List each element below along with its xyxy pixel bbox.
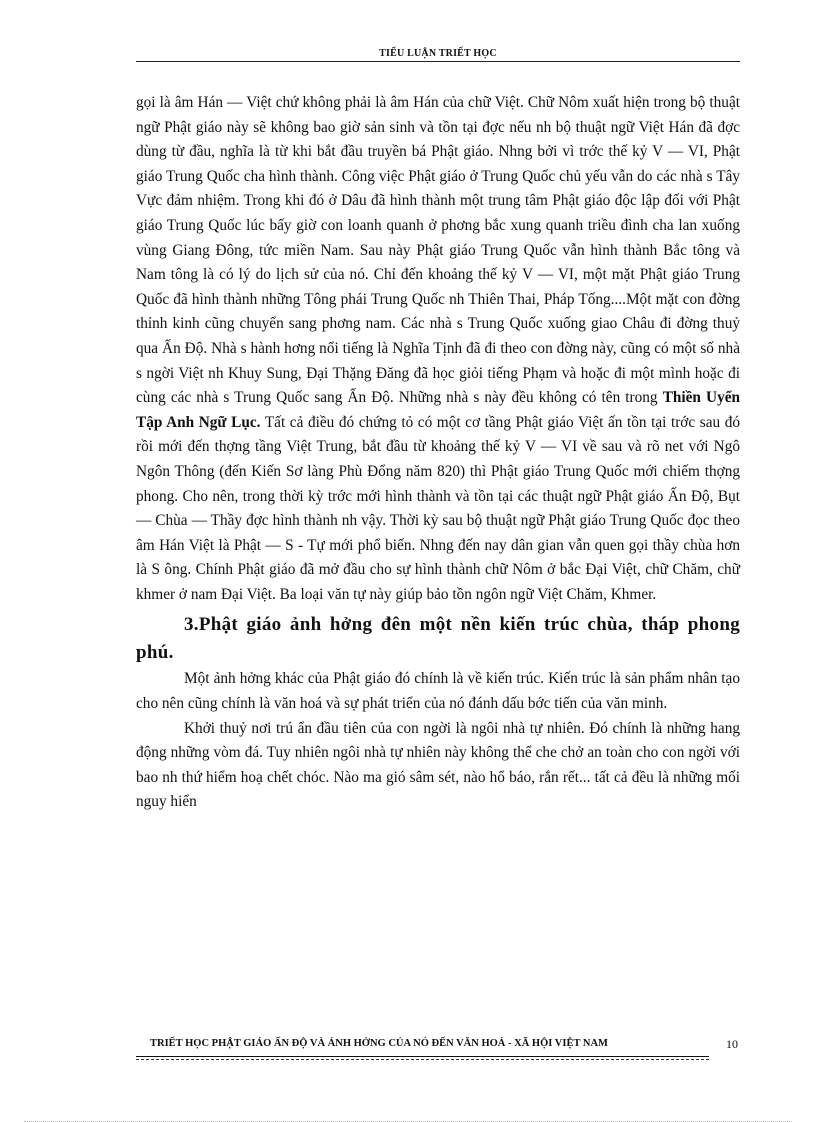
book-title: Thiền Uyển Tập Anh Ngữ Lục. xyxy=(136,389,741,431)
paragraph-continuation xyxy=(136,91,740,607)
document-body xyxy=(136,91,740,815)
footer-title: TRIẾT HỌC PHẬT GIÁO ẤN ĐỘ VÀ ẢNH HỞNG CỦA NÓ ĐẾN VĂN HOÁ - XÃ HỘI VIỆT NAM xyxy=(150,1038,608,1049)
page-edge xyxy=(24,1121,792,1122)
paragraph-text: gọi là âm Hán — Việt chứ không phải là âm Hán của chữ Việt. Chữ Nôm xuất hiện trong bộ thuật ngữ Phật giáo này sẽ không bao giờ sản sinh và tồn tại đợc nếu nh bộ thuật ngữ Việt Hán đã đợc dùng từ đầu, nghĩa là từ khi bắt đầu truyền bá Phật giáo. Nhng bởi vì trớc thế kỷ V — VI, Phật giáo Trung Quốc cha hình thành. Công việc Phật giáo ở Trung Quốc chủ yếu vẫn do các nhà s Tây Vực đảm nhiệm. Trong khi đó ở Dâu đã hình thành một trung tâm Phật giáo độc lập đối với Phật giáo Trung Quốc lúc bấy giờ con loanh quanh ở phơng bắc xung quanh triều đình cha lan xuống vùng Giang Đông, tức miền Nam. Sau này Phật giáo Trung Quốc vẫn hình thành Bắc tông và Nam tông là có lý do lịch sử của nó. Chỉ đến khoảng thế kỷ V — VI, một mặt Phật giáo Trung Quốc đã hình thành những Tông phái Trung Quốc nh Thiên Thai, Pháp Tống....Một mặt con đờng thỉnh kinh cũng chuyển sang phơng nam. Các nhà s Trung Quốc xuống giao Châu đi đờng thuỷ qua Ấn Độ. Nhà s hành hơng nổi tiếng là Nghĩa Tịnh đã đi theo con đờng này, cũng có một số nhà s ngời Việt nh Khuy Sung, Đại Thặng Đăng đã học giỏi tiếng Phạm và hoặc đi một mình hoặc đi cùng các nhà s Trung Quốc sang Ấn Độ. Những nhà s này đều không có tên trong xyxy=(136,94,740,407)
header-title: TIỂU LUẬN TRIẾT HỌC xyxy=(379,48,497,59)
paragraph: Một ảnh hởng khác của Phật giáo đó chính là về kiến trúc. Kiến trúc là sản phẩm nhân tạo cho nên cũng chính là văn hoá và sự phát triển của nó đánh dấu bớc tiến của văn minh. xyxy=(136,670,740,713)
page-number: 10 xyxy=(726,1037,738,1051)
section-heading: 3.Phật giáo ảnh hởng đên một nền kiến trúc chùa, tháp phong phú. xyxy=(136,614,740,664)
page-header xyxy=(136,46,740,64)
header-rule xyxy=(136,61,740,62)
paragraph-text: Tất cả điều đó chứng tỏ có một cơ tầng Phật giáo Việt ấn tồn tại trớc sau đó rồi mới đến thợng tầng Việt Trung, bắt đầu từ khoảng thế kỷ V — VI về sau và rõ net với Ngô Ngôn Thông (đến Kiến Sơ làng Phù Đổng năm 820) thì Phật giáo Trung Quốc mới chiếm thợng phong. Cho nên, trong thời kỳ trớc mới hình thành và tồn tại các thuật ngữ Phật giáo Ấn Độ, Bụt — Chùa — Thầy đợc hình thành nh vậy. Thời kỳ sau bộ thuật ngữ Phật giáo Trung Quốc đọc theo âm Hán Việt là Phật — S - Tự mới phổ biến. Nhng đến nay dân gian vẫn quen gọi thầy chùa hơn là S ông. Chính Phật giáo đã mở đầu cho sự hình thành chữ Nôm ở bắc Đại Việt, chữ Chăm, chữ khmer ở nam Đại Việt. Ba loại văn tự này giúp bảo tồn ngôn ngữ Việt Chăm, Khmer. xyxy=(136,413,741,603)
footer-dashed-rule xyxy=(136,1059,709,1060)
paragraph: Khởi thuỷ nơi trú ẩn đầu tiên của con ngời là ngôi nhà tự nhiên. Đó chính là những hang động những vòm đá. Tuy nhiên ngôi nhà tự nhiên này không thể che chở an toàn cho con ngời với bao nh thứ hiểm hoạ chết chóc. Nào ma gió sâm sét, nào hổ báo, rắn rết... tất cả đều là những mối nguy hiển xyxy=(136,719,740,811)
page-footer xyxy=(136,1036,740,1066)
footer-rule xyxy=(136,1056,709,1057)
